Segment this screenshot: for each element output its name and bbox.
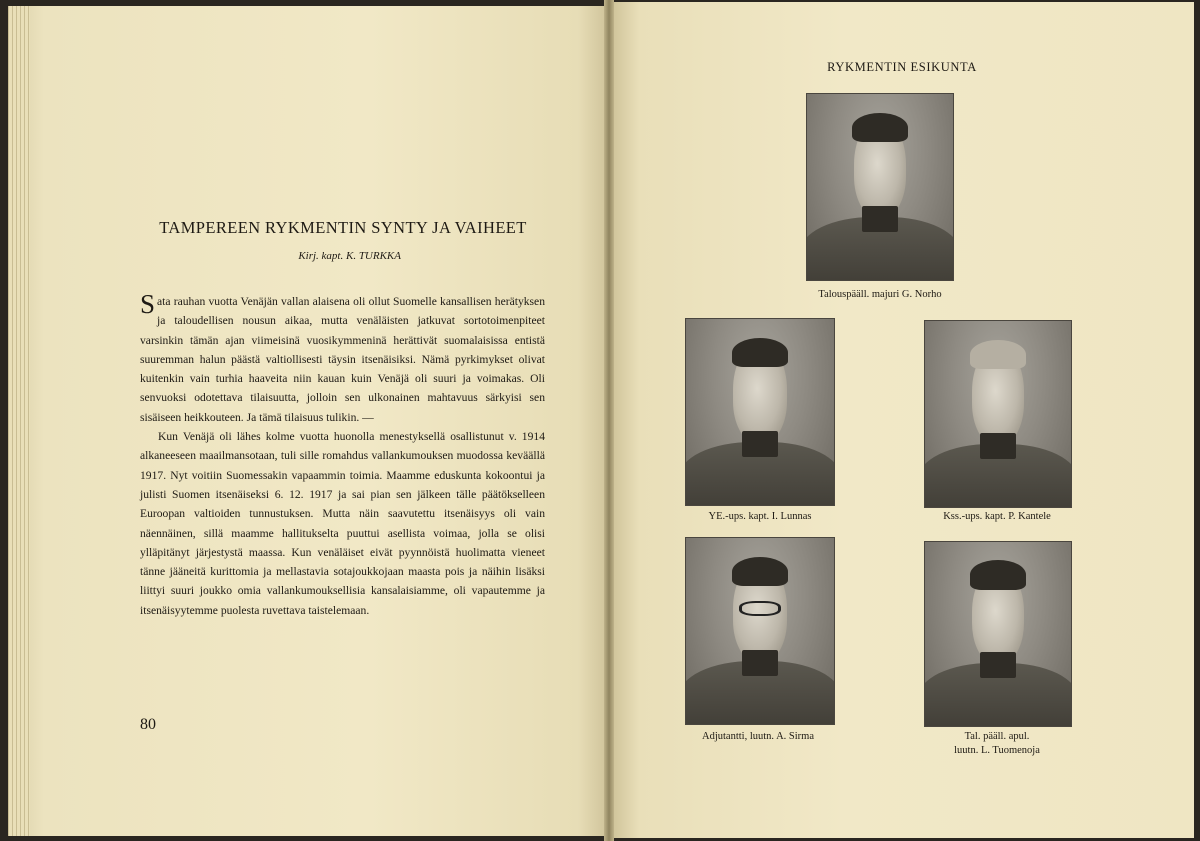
- caption-tuomenoja: [897, 730, 1097, 758]
- portrait-photo-kantele: [924, 320, 1072, 508]
- right-page-header: RYKMENTIN ESIKUNTA: [827, 60, 977, 74]
- caption-sirma: Adjutantti, luutn. A. Sirma: [702, 731, 814, 742]
- paragraph-2: Kun Venäjä oli lähes kolme vuotta huonolla menestyksellä osallistunut v. 1914 alkaneeseen maailmansotaan, tuli sille romahdus vallankumouksen muodossa keväällä 1917. Nyt voitiin Suomessakin vapaammin toimia. Maamme eduskunta kokoontui ja julisti Suomen itsenäiseksi 6. 12. 1917 ja sai pian sen jälkeen tälle päätökselleen Euroopan valtioiden tunnustuksen. Mutta näin saavutettu itsenäisyys oli vain näennäinen, sillä maamme hallitukselta puuttui asellista voimaa, jolla se olisi ylläpitänyt järjestystä maassa. Kun venäläiset eivät pyynnöistä huolimatta vieneet tänne jääneitä kurittomia ja mellastavia sotajoukkojaan maasta pois ja näihin lisäksi liittyi suuri joukko omia vallankumouksellisia kansalaisiamme, oli vapautemme ja itsenäisyytemme puolesta ruvettava taistelemaan.: [140, 430, 545, 617]
- paragraph-1-text: ata rauhan vuotta Venäjän vallan alaisena oli ollut Suomelle kansallisen herätyksen ja taloudellisen nousun aikaa, mutta venäläisten jatkuvat sortotoimenpiteet varsinkin tämän ajan viimeisinä vuosikymmeninä herättivät suomalaisissa entistä suuremman halun päästä valtiollisesti täysin itsenäisiksi. Nämä pyrkimykset olivat kuitenkin vain turhia haaveita niin kauan kuin Venäjä oli suuri ja voimakas. Oli senvuoksi odotettava tilaisuutta, jolloin sen ulkonainen mahtavuus särkyisi sen sisäiseen heikkouteen. Ja tämä tilaisuus tulikin. —: [140, 295, 545, 424]
- paragraph-1: [140, 289, 545, 427]
- caption-tuomenoja-line2: luutn. L. Tuomenoja: [954, 745, 1040, 756]
- article-title: TAMPEREEN RYKMENTIN SYNTY JA VAIHEET: [159, 218, 527, 237]
- drop-cap: S: [140, 289, 156, 319]
- page-number: 80: [140, 716, 156, 733]
- page-edges: [8, 6, 30, 836]
- caption-lunnas: YE.-ups. kapt. I. Lunnas: [708, 511, 812, 522]
- caption-kantele: Kss.-ups. kapt. P. Kantele: [943, 511, 1051, 522]
- article-byline: Kirj. kapt. K. TURKKA: [298, 250, 401, 262]
- portrait-photo-lunnas: [685, 318, 835, 506]
- portrait-photo-sirma: [685, 537, 835, 725]
- portrait-photo-tuomenoja: [924, 541, 1072, 727]
- book-gutter: [604, 0, 614, 841]
- caption-norho: Talouspääll. majuri G. Norho: [818, 289, 942, 300]
- caption-tuomenoja-line1: Tal. pääll. apul.: [964, 731, 1030, 742]
- article-body: [140, 289, 545, 620]
- portrait-photo-norho: [806, 93, 954, 281]
